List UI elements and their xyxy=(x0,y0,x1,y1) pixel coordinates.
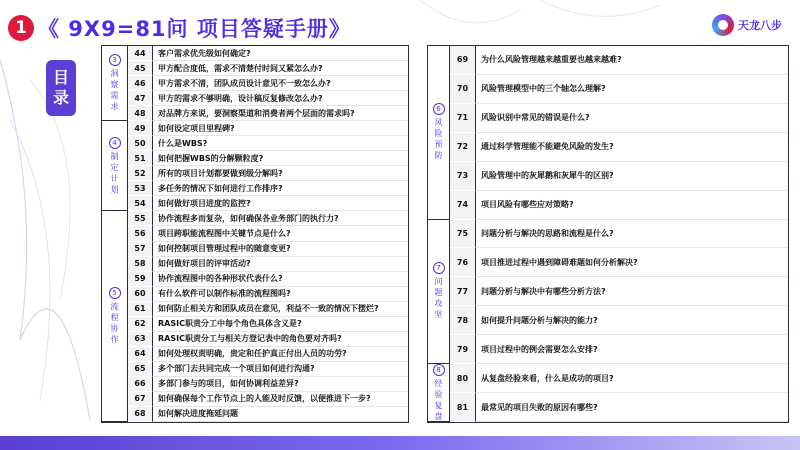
question-text: 风险识别中常见的错误是什么? xyxy=(476,104,788,133)
toc-row[interactable] xyxy=(128,46,408,61)
question-number: 79 xyxy=(450,335,476,364)
question-text: 对品牌方来说，要洞察渠道和消费者两个层面的需求吗? xyxy=(153,106,408,121)
question-text: 最常见的项目失败的原因有哪些? xyxy=(476,393,788,422)
question-number: 58 xyxy=(128,257,153,272)
question-number: 66 xyxy=(128,377,153,392)
question-number: 77 xyxy=(450,277,476,306)
question-number: 46 xyxy=(128,76,153,91)
question-number: 63 xyxy=(128,332,153,347)
question-text: 有什么软件可以制作标准的流程图吗? xyxy=(153,287,408,302)
section-label xyxy=(102,46,128,121)
section-label xyxy=(102,211,128,422)
section-label xyxy=(428,220,450,365)
toc-row[interactable] xyxy=(128,196,408,211)
toc-row[interactable] xyxy=(128,317,408,332)
question-number: 73 xyxy=(450,162,476,191)
question-number: 50 xyxy=(128,136,153,151)
section-name-char: 验 xyxy=(434,389,443,399)
toc-row[interactable] xyxy=(128,332,408,347)
toc-row[interactable] xyxy=(450,133,788,162)
toc-row[interactable] xyxy=(128,226,408,241)
toc-row[interactable] xyxy=(450,46,788,75)
question-number: 76 xyxy=(450,248,476,277)
toc-row[interactable] xyxy=(450,306,788,335)
question-text: RASIC职责分工中每个角色具体含义是? xyxy=(153,317,408,332)
toc-row[interactable] xyxy=(128,181,408,196)
section-name-char: 问 xyxy=(434,277,443,287)
toc-row[interactable] xyxy=(450,248,788,277)
section-number: 5 xyxy=(109,287,121,299)
toc-badge xyxy=(46,60,76,116)
toc-row[interactable] xyxy=(450,191,788,220)
toc-row[interactable] xyxy=(128,151,408,166)
section-number: 4 xyxy=(109,137,121,149)
question-text: 如何做好项目进度的监控? xyxy=(153,196,408,211)
question-text: 从复盘经验来看，什么是成功的项目? xyxy=(476,364,788,393)
question-number: 62 xyxy=(128,317,153,332)
section-name-char: 需 xyxy=(110,91,119,101)
toc-row[interactable] xyxy=(450,104,788,133)
question-number: 71 xyxy=(450,104,476,133)
question-number: 45 xyxy=(128,61,153,76)
section-name-char: 攻 xyxy=(434,299,443,309)
brand-logo xyxy=(712,14,782,36)
question-number: 54 xyxy=(128,196,153,211)
question-text: 如何确保每个工作节点上的人能及时反馈，以便推进下一步? xyxy=(153,392,408,407)
section-name-char: 防 xyxy=(434,151,443,161)
toc-row[interactable] xyxy=(450,335,788,364)
section-name-char: 预 xyxy=(434,140,443,150)
question-text: 如何做好项目的评审活动? xyxy=(153,257,408,272)
question-number: 75 xyxy=(450,220,476,249)
title-number-badge: 1 xyxy=(8,15,34,41)
title-text: 《 9X9=81问 项目答疑手册》 xyxy=(38,17,351,41)
question-number: 61 xyxy=(128,302,153,317)
section-label xyxy=(102,121,128,211)
question-text: 甲方配合度低，需求不清楚付时间又紧怎么办? xyxy=(153,61,408,76)
toc-row[interactable] xyxy=(128,392,408,407)
question-number: 59 xyxy=(128,272,153,287)
section-name-char: 察 xyxy=(110,80,119,90)
question-text: 项目跨职能流程图中关键节点是什么? xyxy=(153,226,408,241)
question-text: 通过科学管理能不能避免风险的发生? xyxy=(476,133,788,162)
question-number: 51 xyxy=(128,151,153,166)
section-name-char: 计 xyxy=(110,173,119,183)
section-name-char: 坚 xyxy=(434,310,443,320)
section-name-char: 险 xyxy=(434,129,443,139)
toc-row[interactable] xyxy=(450,364,788,393)
question-text: 协作流程多而复杂，如何确保各业务部门的执行力? xyxy=(153,211,408,226)
question-text: 客户需求优先级如何确定? xyxy=(153,46,408,61)
section-name-char: 流 xyxy=(110,302,119,312)
toc-row[interactable] xyxy=(450,75,788,104)
section-number: 6 xyxy=(433,103,445,115)
toc-row[interactable] xyxy=(128,76,408,91)
question-text: 如何解决进度拖延问题 xyxy=(153,407,408,422)
toc-row[interactable] xyxy=(128,347,408,362)
question-text: 多任务的情况下如何进行工作排序? xyxy=(153,181,408,196)
question-text: 项目风险有哪些应对策略? xyxy=(476,191,788,220)
toc-row[interactable] xyxy=(450,277,788,306)
toc-row[interactable] xyxy=(128,106,408,121)
question-text: 如何把握WBS的分解颗粒度? xyxy=(153,151,408,166)
question-number: 53 xyxy=(128,181,153,196)
question-text: 所有的项目计划都要做到级分解吗? xyxy=(153,166,408,181)
question-text: 多个部门去共同完成一个项目如何进行沟通? xyxy=(153,362,408,377)
question-number: 64 xyxy=(128,347,153,362)
question-text: 问题分析与解决中有哪些分析方法? xyxy=(476,277,788,306)
toc-char: 目 xyxy=(52,68,69,87)
question-number: 57 xyxy=(128,242,153,257)
question-text: 如何处理权责明确，贵定和任护真正付出人员的功劳? xyxy=(153,347,408,362)
section-name-char: 划 xyxy=(110,184,119,194)
toc-row[interactable] xyxy=(128,121,408,136)
question-number: 67 xyxy=(128,392,153,407)
question-number: 65 xyxy=(128,362,153,377)
question-text: 如何防止相关方和团队成员在意见，利益不一致的情况下摆烂? xyxy=(153,302,408,317)
question-number: 60 xyxy=(128,287,153,302)
toc-row[interactable] xyxy=(450,162,788,191)
question-number: 70 xyxy=(450,75,476,104)
question-text: 多部门参与的项目，如何协调利益差异? xyxy=(153,377,408,392)
page-title xyxy=(8,8,351,48)
question-number: 72 xyxy=(450,133,476,162)
question-number: 74 xyxy=(450,191,476,220)
question-text: 风险管理中的灰犀鹅和灰犀牛的区别? xyxy=(476,162,788,191)
section-name-char: 制 xyxy=(110,151,119,161)
toc-row[interactable] xyxy=(128,242,408,257)
logo-text: 天龙八步 xyxy=(738,19,782,32)
question-text: 风险管理模型中的三个轴怎么理解? xyxy=(476,75,788,104)
toc-table-left xyxy=(101,45,409,423)
section-name-char: 复 xyxy=(434,400,443,410)
question-number: 49 xyxy=(128,121,153,136)
toc-row[interactable] xyxy=(128,91,408,106)
section-name-char: 作 xyxy=(110,335,119,345)
section-name-char: 定 xyxy=(110,162,119,172)
section-name-char: 风 xyxy=(434,118,443,128)
toc-row[interactable] xyxy=(128,136,408,151)
toc-row[interactable] xyxy=(128,362,408,377)
question-number: 47 xyxy=(128,91,153,106)
question-text: 甲方的需求不够明确，设计稿反复修改怎么办? xyxy=(153,91,408,106)
toc-row[interactable] xyxy=(128,257,408,272)
question-number: 78 xyxy=(450,306,476,335)
toc-row[interactable] xyxy=(450,220,788,249)
question-number: 44 xyxy=(128,46,153,61)
section-label xyxy=(428,46,450,220)
toc-row[interactable] xyxy=(128,61,408,76)
question-text: 为什么风险管理越来越重要也越来越难? xyxy=(476,46,788,75)
section-name-char: 盘 xyxy=(434,411,443,421)
question-text: 如何设定项目里程碑? xyxy=(153,121,408,136)
toc-row[interactable] xyxy=(128,272,408,287)
question-number: 69 xyxy=(450,46,476,75)
section-name-char: 求 xyxy=(110,102,119,112)
toc-row[interactable] xyxy=(128,377,408,392)
section-number: 8 xyxy=(433,364,445,376)
section-name-char: 程 xyxy=(110,313,119,323)
logo-icon xyxy=(712,14,734,36)
toc-row[interactable] xyxy=(128,287,408,302)
question-text: 如何控制项目管理过程中的随意变更? xyxy=(153,242,408,257)
section-number: 3 xyxy=(109,54,121,66)
question-number: 52 xyxy=(128,166,153,181)
toc-row[interactable] xyxy=(128,166,408,181)
question-number: 81 xyxy=(450,393,476,422)
question-text: 项目过程中的例会需要怎么安排? xyxy=(476,335,788,364)
question-text: 如何提升问题分析与解决的能力? xyxy=(476,306,788,335)
toc-table-right xyxy=(427,45,789,423)
section-name-char: 经 xyxy=(434,378,443,388)
toc-row[interactable] xyxy=(128,211,408,226)
section-name-char: 洞 xyxy=(110,69,119,79)
question-text: 协作流程图中的各种形状代表什么? xyxy=(153,272,408,287)
section-name-char: 题 xyxy=(434,288,443,298)
question-text: 甲方需求不清，团队成员设计意见不一致怎么办? xyxy=(153,76,408,91)
question-text: 问题分析与解决的思路和流程是什么? xyxy=(476,220,788,249)
toc-row[interactable] xyxy=(450,393,788,422)
question-number: 56 xyxy=(128,226,153,241)
section-number: 7 xyxy=(433,262,445,274)
section-name-char: 协 xyxy=(110,324,119,334)
question-text: 项目推进过程中遇到障碍难题如何分析解决? xyxy=(476,248,788,277)
question-text: RASIC职责分工与相关方登记表中的角色要对齐吗? xyxy=(153,332,408,347)
question-text: 什么是WBS? xyxy=(153,136,408,151)
question-number: 48 xyxy=(128,106,153,121)
toc-char: 录 xyxy=(52,88,69,107)
toc-row[interactable] xyxy=(128,302,408,317)
bottom-accent-bar xyxy=(0,436,800,450)
question-number: 55 xyxy=(128,211,153,226)
question-number: 68 xyxy=(128,407,153,422)
section-label xyxy=(428,364,450,422)
question-number: 80 xyxy=(450,364,476,393)
toc-row[interactable] xyxy=(128,407,408,422)
